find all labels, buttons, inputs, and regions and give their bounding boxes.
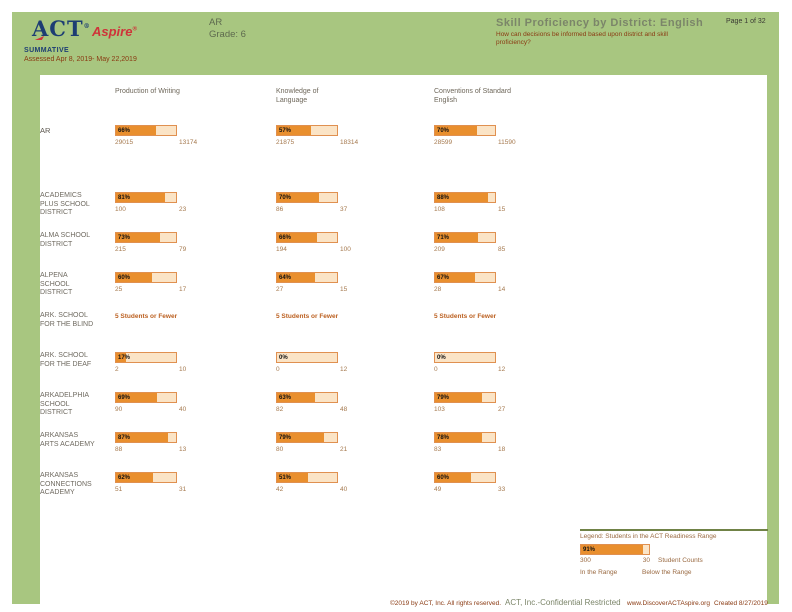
proficiency-bar xyxy=(434,472,496,483)
in-range-count: 88 xyxy=(115,446,123,453)
column-header-conventions-of-standard-english: Conventions of Standard English xyxy=(434,88,512,104)
percent-label: 0% xyxy=(279,354,288,361)
below-range-count: 79 xyxy=(179,246,187,253)
in-range-count: 42 xyxy=(276,486,284,493)
below-range-count: 18314 xyxy=(340,139,359,146)
percent-label: 62% xyxy=(118,474,131,481)
in-range-count: 28599 xyxy=(434,139,453,146)
in-range-count: 82 xyxy=(276,406,284,413)
below-range-count: 27 xyxy=(498,406,506,413)
percent-label: 64% xyxy=(279,274,292,281)
below-range-count: 40 xyxy=(179,406,187,413)
percent-label: 0% xyxy=(437,354,446,361)
proficiency-bar xyxy=(115,232,177,243)
percent-label: 60% xyxy=(118,274,131,281)
percent-label: 70% xyxy=(279,194,292,201)
row-label: ARKANSAS ARTS ACADEMY xyxy=(40,432,95,448)
percent-label: 60% xyxy=(437,474,450,481)
percent-label: 79% xyxy=(437,394,450,401)
percent-label: 87% xyxy=(118,434,131,441)
percent-label: 57% xyxy=(279,127,292,134)
in-range-count: 209 xyxy=(434,246,445,253)
percent-label: 66% xyxy=(279,234,292,241)
in-range-count: 100 xyxy=(115,206,126,213)
proficiency-bar xyxy=(434,432,496,443)
column-header-knowledge-of-language: Knowledge of Language xyxy=(276,88,319,104)
page-number: Page 1 of 32 xyxy=(726,18,766,25)
assessed-dates: Assessed Apr 8, 2019- May 22,2019 xyxy=(24,56,137,63)
grade-label: Grade: 6 xyxy=(209,29,246,40)
in-range-count: 83 xyxy=(434,446,442,453)
percent-label: 79% xyxy=(279,434,292,441)
proficiency-bar xyxy=(115,352,177,363)
in-range-count: 21875 xyxy=(276,139,295,146)
percent-label: 66% xyxy=(118,127,131,134)
legend-divider xyxy=(580,529,768,531)
below-range-count: 23 xyxy=(179,206,187,213)
below-range-count: 12 xyxy=(340,366,348,373)
proficiency-bar xyxy=(115,272,177,283)
suppressed-data-note: 5 Students or Fewer xyxy=(434,313,497,320)
row-label: ALPENA SCHOOL DISTRICT xyxy=(40,272,73,296)
in-range-count: 2 xyxy=(115,366,119,373)
registered-mark-icon: ® xyxy=(83,23,91,30)
in-range-count: 86 xyxy=(276,206,284,213)
percent-label: 51% xyxy=(279,474,292,481)
below-range-count: 40 xyxy=(340,486,348,493)
below-range-count: 33 xyxy=(498,486,506,493)
percent-label: 78% xyxy=(437,434,450,441)
proficiency-bar xyxy=(115,192,177,203)
below-range-count: 15 xyxy=(340,286,348,293)
proficiency-bar xyxy=(434,232,496,243)
in-range-count: 27 xyxy=(276,286,284,293)
legend-title: Legend: Students in the ACT Readiness Range xyxy=(580,533,717,540)
below-range-count: 18 xyxy=(498,446,506,453)
in-range-count: 49 xyxy=(434,486,442,493)
percent-label: 71% xyxy=(437,234,450,241)
below-range-count: 13174 xyxy=(179,139,198,146)
proficiency-bar xyxy=(276,392,338,403)
in-range-count: 90 xyxy=(115,406,123,413)
in-range-count: 108 xyxy=(434,206,445,213)
in-range-count: 103 xyxy=(434,406,445,413)
below-range-count: 21 xyxy=(340,446,348,453)
row-label: ALMA SCHOOL DISTRICT xyxy=(40,232,90,248)
proficiency-bar xyxy=(276,432,338,443)
row-label: ARK. SCHOOL FOR THE BLIND xyxy=(40,312,94,328)
proficiency-bar xyxy=(434,272,496,283)
row-label: ARKANSAS CONNECTIONS ACADEMY xyxy=(40,472,92,496)
in-range-count: 215 xyxy=(115,246,126,253)
column-header-production-of-writing: Production of Writing xyxy=(115,88,180,95)
report-title: Skill Proficiency by District: English xyxy=(496,17,704,29)
legend-below-range-count: 30 xyxy=(642,557,650,564)
proficiency-bar xyxy=(276,272,338,283)
below-range-count: 100 xyxy=(340,246,351,253)
footer-confidential: ACT, Inc.-Confidential Restricted xyxy=(505,598,621,607)
below-range-count: 85 xyxy=(498,246,506,253)
act-logo-text: ACT xyxy=(32,16,84,41)
proficiency-bar xyxy=(434,192,496,203)
row-label: ACADEMICS PLUS SCHOOL DISTRICT xyxy=(40,192,90,216)
proficiency-bar xyxy=(115,392,177,403)
proficiency-bar xyxy=(276,352,338,363)
aspire-logo xyxy=(92,24,137,39)
percent-label: 70% xyxy=(437,127,450,134)
below-range-count: 17 xyxy=(179,286,187,293)
aspire-logo-text: Aspire xyxy=(92,24,133,39)
proficiency-bar xyxy=(115,125,177,136)
percent-label: 69% xyxy=(118,394,131,401)
proficiency-bar xyxy=(276,472,338,483)
proficiency-bar xyxy=(115,472,177,483)
legend-sample-bar xyxy=(580,544,650,555)
in-range-count: 0 xyxy=(434,366,438,373)
proficiency-bar xyxy=(434,352,496,363)
percent-label: 88% xyxy=(437,194,450,201)
below-range-count: 13 xyxy=(179,446,187,453)
in-range-count: 0 xyxy=(276,366,280,373)
percent-label: 67% xyxy=(437,274,450,281)
below-range-count: 10 xyxy=(179,366,187,373)
in-range-count: 25 xyxy=(115,286,123,293)
percent-label: 73% xyxy=(118,234,131,241)
below-range-count: 12 xyxy=(498,366,506,373)
in-range-count: 51 xyxy=(115,486,123,493)
below-range-count: 15 xyxy=(498,206,506,213)
summative-label: SUMMATIVE xyxy=(24,47,70,54)
proficiency-bar xyxy=(434,392,496,403)
footer-website: www.DiscoverACTAspire.org xyxy=(627,600,710,607)
suppressed-data-note: 5 Students or Fewer xyxy=(276,313,339,320)
footer-copyright: ©2019 by ACT, Inc. All rights reserved. xyxy=(390,600,502,607)
percent-label: 81% xyxy=(118,194,131,201)
proficiency-bar xyxy=(434,125,496,136)
below-range-count: 14 xyxy=(498,286,506,293)
report-subtitle: How can decisions be informed based upon district and skill proficiency? xyxy=(496,31,668,46)
in-range-count: 194 xyxy=(276,246,287,253)
legend-student-counts-label: Student Counts xyxy=(658,557,703,564)
registered-mark-icon: ® xyxy=(132,26,137,33)
legend-in-range-count: 300 xyxy=(580,557,591,564)
proficiency-bar xyxy=(276,232,338,243)
region-label: AR xyxy=(209,17,223,28)
suppressed-data-note: 5 Students or Fewer xyxy=(115,313,178,320)
below-range-count: 48 xyxy=(340,406,348,413)
legend-in-range-label: In the Range xyxy=(580,569,618,576)
proficiency-bar xyxy=(276,192,338,203)
in-range-count: 29015 xyxy=(115,139,134,146)
proficiency-bar xyxy=(276,125,338,136)
footer-created-date: Created 8/27/2019 xyxy=(714,600,768,607)
percent-label: 91% xyxy=(583,546,596,553)
percent-label: 63% xyxy=(279,394,292,401)
legend-below-range-label: Below the Range xyxy=(642,569,692,576)
row-label: ARKADELPHIA SCHOOL DISTRICT xyxy=(40,392,89,416)
below-range-count: 11590 xyxy=(498,139,516,146)
row-label: AR xyxy=(40,126,51,135)
percent-label: 17% xyxy=(118,354,131,361)
row-label: ARK. SCHOOL FOR THE DEAF xyxy=(40,352,92,368)
proficiency-bar xyxy=(115,432,177,443)
below-range-count: 37 xyxy=(340,206,348,213)
below-range-count: 31 xyxy=(179,486,187,493)
in-range-count: 80 xyxy=(276,446,284,453)
in-range-count: 28 xyxy=(434,286,442,293)
